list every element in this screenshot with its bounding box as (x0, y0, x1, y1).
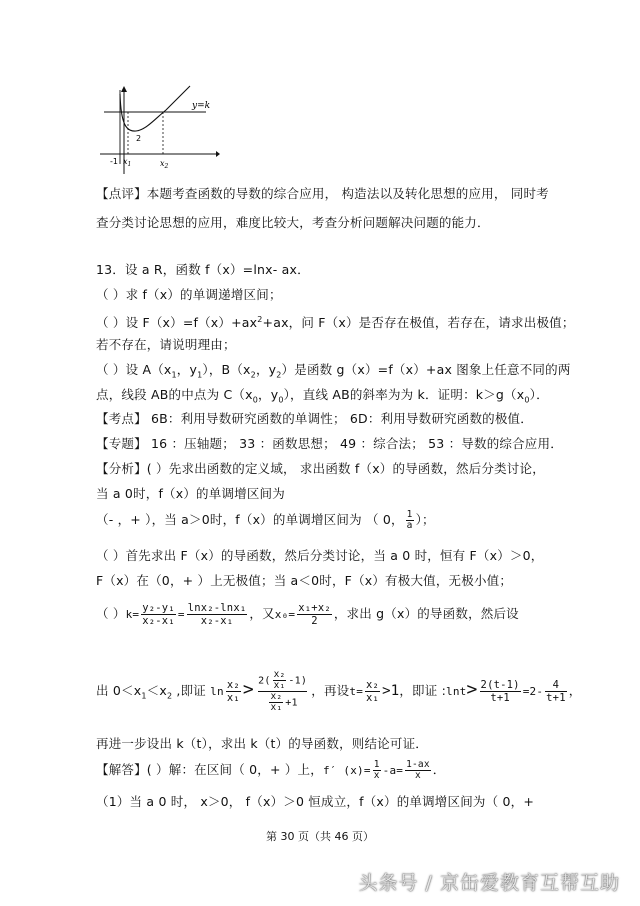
fenxi-line-4: （ ）首先求出 F（x）的导函数，然后分类讨论，当 a 0 时，恒有 F（x）＞0， (96, 548, 544, 563)
jieda-line-2: （1）当 a 0 时， x＞0， f（x）＞0 恒成立，f（x）的单调增区间为（ 0，+ (96, 794, 535, 809)
zhuanti-line: 【专题】 16 ：压轴题； 33 ：函数思想； 49 ：综合法； 53 ：导数的综合应用． (96, 436, 563, 451)
q13-line-6: 点，线段 AB的中点为 $C(x_0$，$y_0$），直线 AB的斜率为为 k．证明：$k>g(x_0)$． (96, 387, 549, 405)
q13-line-1: 13．设 a R，函数 f（x）=lnx‐ ax． (96, 262, 310, 277)
fenxi-line-2: 当 a 0时，f（x）的单调增区间为 (96, 486, 285, 501)
function-curve (120, 86, 190, 131)
comment-line-1: 【点评】本题考查函数的导数的综合应用， 构造法以及转化思想的应用， 同时考 (96, 186, 549, 201)
jieda-line-1: 【解答】( ）解：在区间（ 0，+ ）上，f′ (x)= $\frac{1}{x}$ -a= $\frac{1-ax}{x}$ ． (96, 759, 446, 781)
x-axis-arrow (216, 151, 220, 157)
label-neg1: -1 (110, 157, 118, 166)
label-x2: $x_2$ (160, 159, 169, 170)
fenxi-line-1: 【分析】( ）先求出函数的定义域， 求出函数 f（x）的导函数，然后分类讨论， (96, 461, 545, 476)
y-axis-arrow (121, 86, 127, 92)
q13-line-5: （ ）设 $A(x_1$，$y_1$），$B(x_2$，$y_2$）是函数 g（x）=f（x）+ax 图象上任意不同的两 (96, 362, 571, 380)
watermark: 头条号 / 京缶爱教育互帮互助 (358, 872, 620, 894)
label-x1: $x_1$ (123, 157, 132, 168)
q13-line-3: （ ）设 $F(x)=f(x)+ax^2+ax$，问 F（x）是否存在极值，若存在，请求出极值； (96, 315, 575, 331)
fenxi-line-6: （ ）k= $\frac{\text{y₂-y₁}}{\text{x₂-x₁}}$ = $\frac{\text{lnx₂-lnx₁}}{\text{x₂-x₁}}$ ，又x₀= $\frac{\text{x₁+x₂}}{2}$ ，求出 g（x）的导函数，然后设 (96, 602, 519, 627)
function-graph (96, 84, 220, 176)
q13-line-2: （ ）求 f（x）的单调递增区间； (96, 287, 282, 302)
label-2: 2 (136, 134, 142, 143)
comment-line-2: 查分类讨论思想的应用，难度比较大，考查分析问题解决问题的能力． (96, 215, 490, 230)
fenxi-line-3: （‐ ，+ ），当 a＞0时，f（x）的单调增区间为 （ 0， $\frac{1}{a}$ ）； (96, 509, 435, 531)
fenxi-line-8: 再进一步设出 k（t），求出 k（t）的导函数，则结论可证． (96, 736, 428, 751)
nested-fraction: 2( $\frac{\text{x₂}}{\text{x₁}}$ -1) $\frac{\text{x₂}}{\text{x₁}}$ +1 (258, 669, 308, 713)
q13-line-4: 若不存在，请说明理由； (96, 337, 236, 352)
kaodian-line: 【考点】 6B：利用导数研究函数的单调性； 6D：利用导数研究函数的极值． (96, 411, 533, 426)
fenxi-line-7: 出 $0<x_1<x_2$ ,即证 ln $\frac{\text{x₂}}{\text{x₁}}$ > 2( $\frac{\text{x₂}}{\text{x₁}}$ -1) $\frac{\text{x₂}}{\text{x₁}}$ +1 ，再设t= $\frac{\text{x₂}}{\text{x₁}}$ >1，即证 :lnt> $\frac{2(t-1)}{t+1}$ =2- $\frac{4}{t+1}$ ， (96, 669, 582, 713)
page-footer: 第 30 页（共 46 页） (266, 830, 374, 843)
fenxi-line-5: F（x）在（0，+ ）上无极值；当 a＜0时，F（x）有极大值，无极小值； (96, 573, 513, 588)
label-y-eq-k: y=k (192, 101, 211, 111)
